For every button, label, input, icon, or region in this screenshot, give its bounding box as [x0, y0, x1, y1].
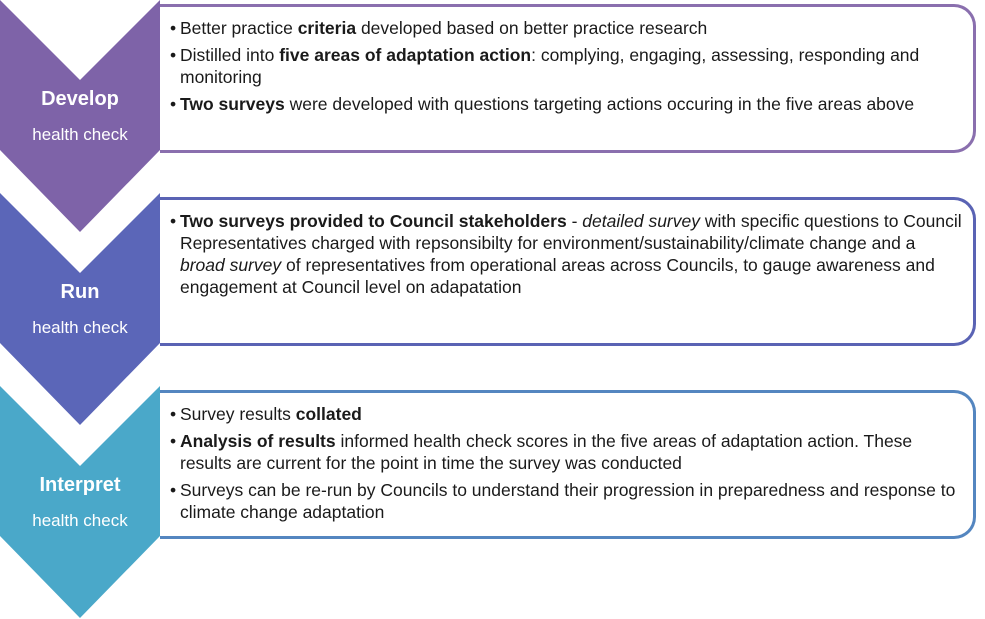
- bullet-text: broad survey: [180, 255, 282, 275]
- bullet-item: [170, 430, 963, 474]
- card-develop: [160, 4, 976, 153]
- bullet-item: [170, 93, 963, 115]
- chevron-interpret: [0, 386, 160, 616]
- bullet-item: [170, 479, 963, 523]
- bullet-item: [170, 44, 963, 88]
- bullet-icon: •: [170, 211, 177, 231]
- card-interpret: [160, 390, 976, 539]
- bullet-icon: •: [170, 18, 177, 38]
- bullet-icon: •: [170, 480, 177, 500]
- bullet-text: were developed with questions targeting actions occuring in the five areas above: [284, 94, 915, 114]
- bullet-item: [170, 210, 963, 298]
- bullet-text: collated: [295, 404, 362, 424]
- bullet-icon: •: [170, 431, 177, 451]
- bullet-item: [170, 403, 963, 425]
- bullet-text: criteria: [297, 18, 357, 38]
- step-subtitle-interpret: health check: [32, 511, 128, 530]
- bullet-text: Distilled into: [180, 45, 280, 65]
- bullet-text: Two surveys provided to Council stakeholders: [180, 211, 567, 231]
- bullet-text: informed health check scores in the five areas of adaptation action. These results are current for the point in time the survey was conducted: [180, 431, 913, 473]
- step-title-develop: Develop: [41, 88, 119, 110]
- bullet-icon: •: [170, 45, 177, 65]
- bullet-text: five areas of adaptation action: [279, 45, 532, 65]
- bullet-text: Survey results: [180, 404, 296, 424]
- chevron-interpret-shape: [0, 386, 160, 618]
- bullet-icon: •: [170, 404, 177, 424]
- bullet-text: Better practice: [180, 18, 298, 38]
- bullet-text: -: [566, 211, 583, 231]
- bullet-text: Two surveys: [180, 94, 285, 114]
- bullet-icon: •: [170, 94, 177, 114]
- step-subtitle-develop: health check: [32, 125, 128, 144]
- bullet-text: Surveys can be re-run by Councils to understand their progression in preparedness and response to climate change adaptation: [180, 480, 956, 522]
- bullet-text: Analysis of results: [180, 431, 336, 451]
- bullet-text: with specific questions to Council Representatives charged with repsonsibilty for environment/sustainability/climate change and a: [180, 211, 962, 253]
- step-title-interpret: Interpret: [39, 474, 121, 496]
- bullet-item: [170, 17, 963, 39]
- step-title-run: Run: [60, 281, 100, 303]
- bullet-text: : complying, engaging, assessing, responding and monitoring: [180, 45, 920, 87]
- step-subtitle-run: health check: [32, 318, 128, 337]
- bullet-text: developed based on better practice research: [356, 18, 708, 38]
- card-run: [160, 197, 976, 346]
- bullet-text: of representatives from operational areas across Councils, to gauge awareness and engagement at Council level on adapatation: [180, 255, 935, 297]
- bullet-text: detailed survey: [582, 211, 700, 231]
